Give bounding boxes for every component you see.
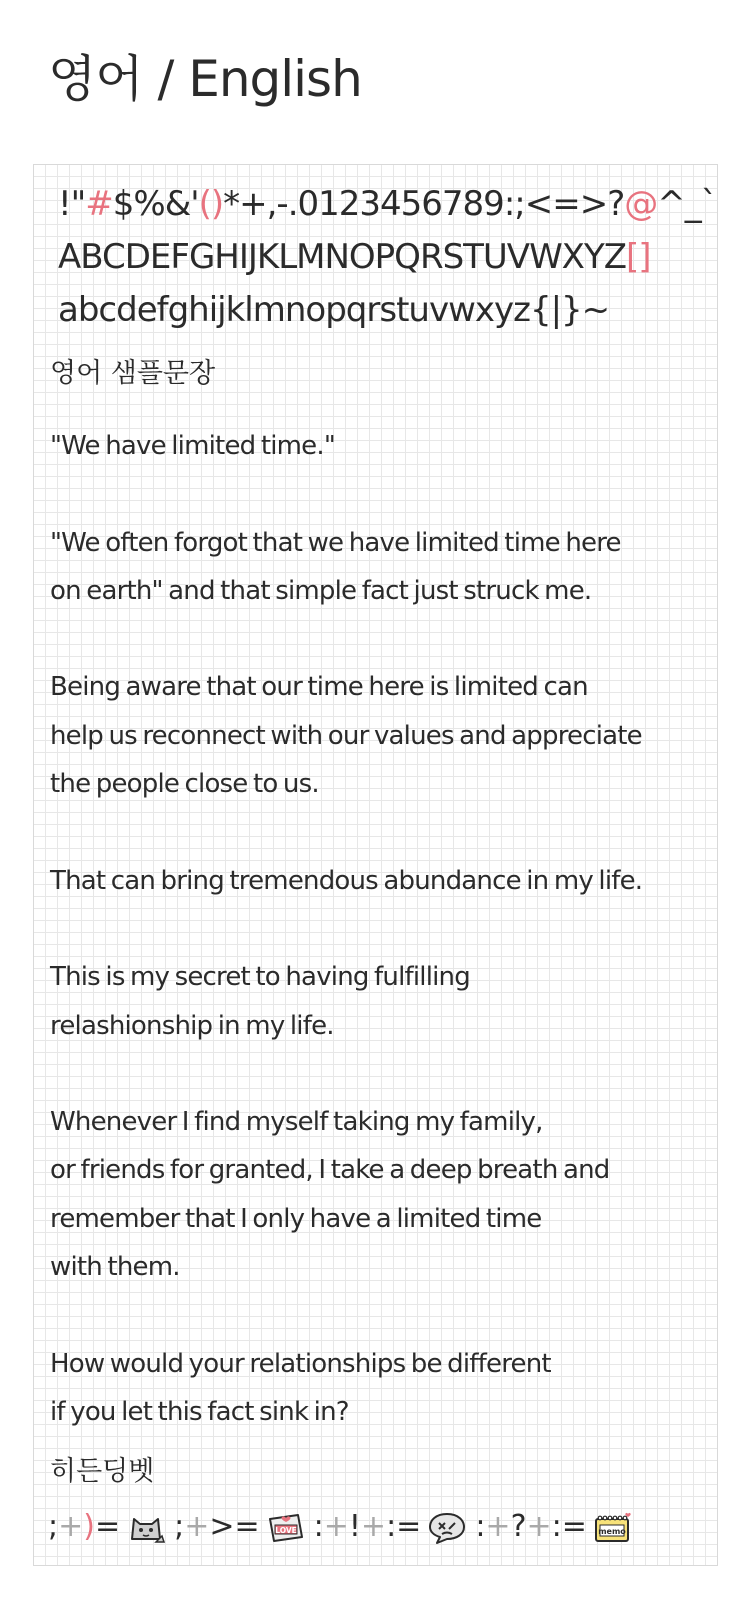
dingbat-key: + (58, 1509, 84, 1544)
cat-sticker-icon (126, 1509, 166, 1545)
memo-sticker-icon (593, 1509, 633, 1545)
love-sticker-label: LOVE (274, 1526, 297, 1535)
sample-line: help us reconnect with our values and appreciate (50, 720, 642, 751)
charset-uppercase-line (58, 231, 718, 284)
sample-heading: 영어 샘플문장 (50, 358, 216, 389)
sample-line: "We have limited time." (50, 431, 335, 461)
sample-line: on earth" and that simple fact just struck me. (50, 575, 592, 606)
charset-glyph: *+,-.0123456789:;<=>? (223, 184, 625, 224)
sample-line: This is my secret to having fulfilling (50, 962, 470, 993)
character-set (58, 178, 718, 337)
dingbat-key: >= (209, 1509, 260, 1544)
sample-line: relashionship in my life. (50, 1010, 334, 1041)
dingbat-key: + (323, 1509, 349, 1544)
charset-lowercase-line: abcdefghijklmnopqrstuvwxyz{|}~ (58, 290, 610, 330)
charset-brackets: [] (626, 237, 651, 277)
sample-line: That can bring tremendous abundance in my life. (50, 865, 643, 896)
dingbat-key: ) (83, 1509, 95, 1544)
sample-blank-line (50, 1050, 750, 1098)
dingbat-key: ? (510, 1509, 527, 1544)
sample-blank-line (50, 615, 750, 663)
speech-bubble-sticker-icon (427, 1509, 467, 1545)
dingbat-key: + (360, 1509, 387, 1544)
sample-line: with them. (50, 1252, 180, 1283)
dingbat-key: : (475, 1509, 486, 1544)
dingbat-sequence (475, 1504, 641, 1550)
sample-blank-line (50, 905, 750, 953)
charset-symbols-line (58, 178, 718, 231)
dingbat-key: ! (348, 1509, 361, 1544)
dingbat-key: : (313, 1509, 324, 1544)
charset-accent-glyph: @ (624, 184, 658, 224)
dingbat-key: ; (174, 1509, 185, 1544)
memo-sticker-label: memo (598, 1527, 626, 1536)
dingbat-key: = (94, 1509, 121, 1544)
dingbat-sequence (174, 1504, 314, 1550)
sample-line: the people close to us. (50, 769, 319, 800)
charset-accent-glyph: () (198, 184, 224, 224)
sample-blank-line (50, 808, 750, 856)
sample-line: or friends for granted, I take a deep breath and (50, 1155, 610, 1186)
sample-line: "We often forgot that we have limited time here (50, 527, 621, 558)
hidden-dingbat-row (48, 1504, 641, 1550)
dingbat-sequence (314, 1504, 476, 1550)
dingbat-key: + (184, 1509, 210, 1544)
sample-line: remember that I only have a limited time (50, 1203, 542, 1234)
dingbat-sequence (48, 1504, 174, 1550)
sample-line: How would your relationships be different (50, 1348, 551, 1379)
love-note-sticker-icon (266, 1509, 306, 1545)
charset-glyph: ^_` (657, 184, 717, 224)
dingbat-key: ; (48, 1509, 59, 1544)
charset-glyph: $%&' (112, 184, 199, 224)
sample-text-block (50, 422, 750, 1436)
sample-line: if you let this fact sink in? (50, 1396, 349, 1427)
charset-accent-glyph: # (85, 184, 113, 224)
dingbat-key: + (485, 1509, 511, 1544)
dingbat-key: := (551, 1509, 587, 1544)
dingbat-key: + (526, 1509, 552, 1544)
charset-glyph: !" (58, 184, 86, 224)
dingbat-key: := (386, 1509, 422, 1544)
charset-uppercase: ABCDEFGHIJKLMNOPQRSTUVWXYZ (58, 237, 627, 277)
page-title: 영어 / English (48, 50, 362, 108)
sample-line: Being aware that our time here is limited can (50, 672, 588, 703)
hidden-dingbat-heading: 히든딩벳 (50, 1456, 155, 1487)
sample-line: Whenever I find myself taking my family, (50, 1107, 543, 1138)
sample-blank-line (50, 1291, 750, 1339)
sample-blank-line (50, 470, 750, 518)
